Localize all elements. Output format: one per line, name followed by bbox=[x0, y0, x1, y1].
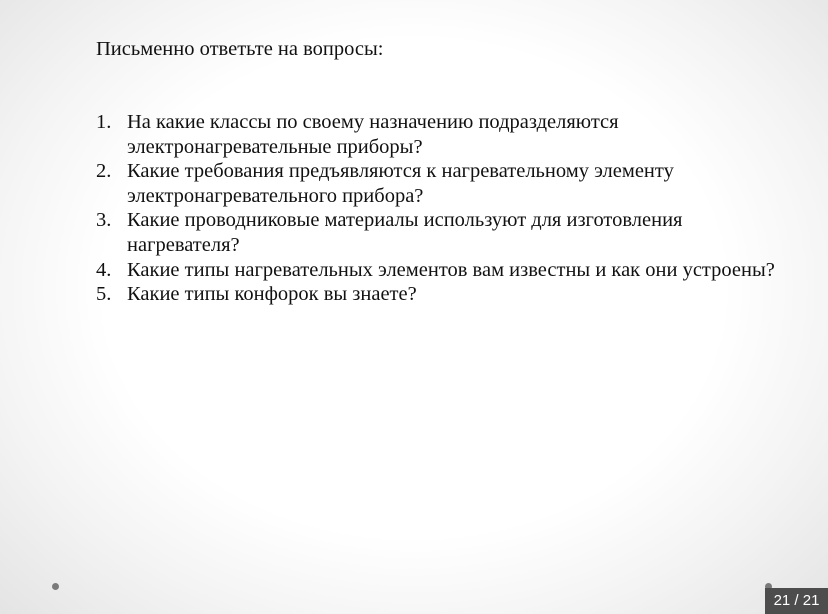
list-item bbox=[96, 110, 776, 159]
question-number: 1. bbox=[96, 111, 112, 133]
question-text: Какие проводниковые материалы используют для изготовления нагревателя? bbox=[127, 209, 683, 256]
question-text: Какие типы нагревательных элементов вам известны и как они устроены? bbox=[127, 258, 775, 281]
question-list bbox=[96, 110, 776, 307]
question-text: Какие требования предъявляются к нагревательному элементу электронагревательного прибора? bbox=[127, 160, 674, 207]
list-item bbox=[96, 208, 776, 257]
question-number: 3. bbox=[96, 209, 112, 232]
question-number: 5. bbox=[96, 283, 112, 306]
question-text: На какие классы по своему назначению подразделяются электронагревательные приборы? bbox=[127, 111, 619, 158]
slide-heading: Письменно ответьте на вопросы: bbox=[96, 38, 384, 60]
list-item bbox=[96, 258, 776, 283]
previous-slide-dot[interactable] bbox=[52, 583, 59, 590]
question-text: Какие типы конфорок вы знаете? bbox=[127, 283, 417, 306]
page-counter: 21 / 21 bbox=[765, 588, 828, 614]
question-number: 2. bbox=[96, 160, 112, 183]
question-number: 4. bbox=[96, 258, 112, 281]
list-item bbox=[96, 159, 776, 208]
list-item bbox=[96, 282, 776, 307]
